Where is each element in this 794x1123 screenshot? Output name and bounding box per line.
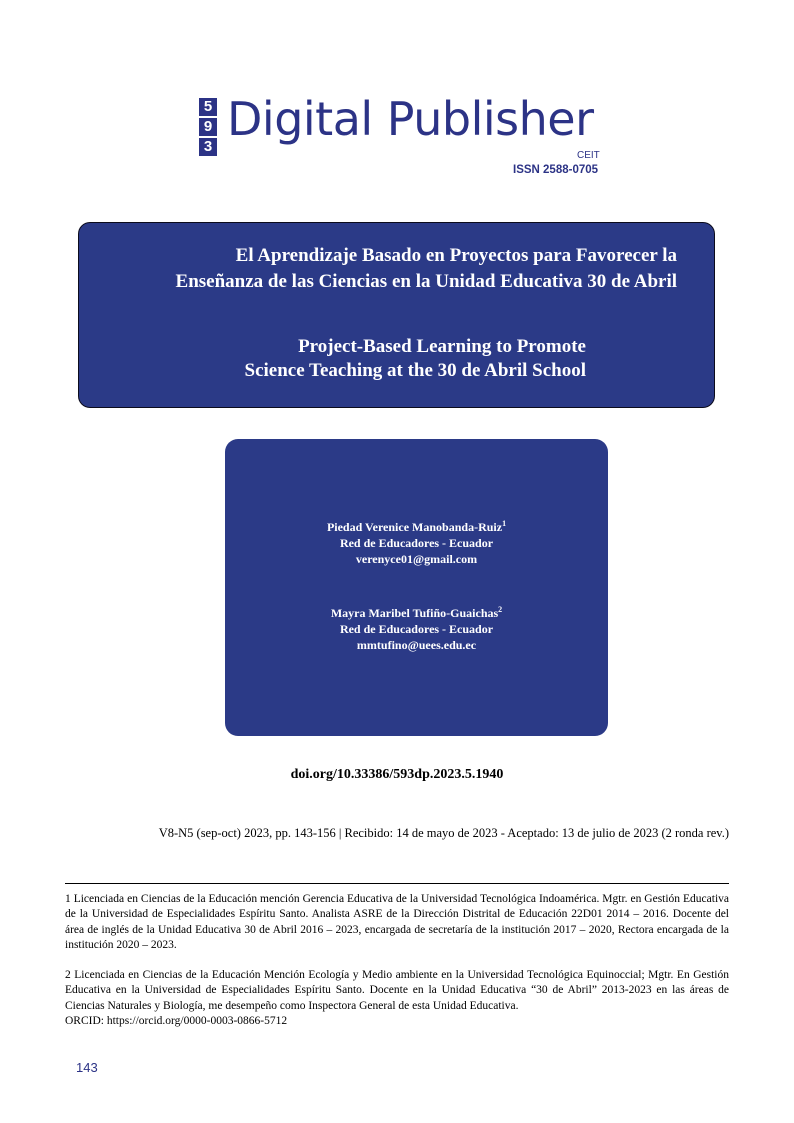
footnote-2-text: 2 Licenciada en Ciencias de la Educación Mención Ecología y Medio ambiente en la Universidad Tecnológica Equinoccial; Mgtr. En Gestión Educativa en la Universidad de Especialidades Espíritu Santo. Docente en la Unidad Educativa “30 de Abril” 2013-2023 en las áreas de Ciencias Naturales y Biología, me desempeño como Inspectora General de esta Unidad Educativa. <box>65 969 729 1012</box>
footnote-1: 1 Licenciada en Ciencias de la Educación mención Gerencia Educativa de la Universidad Tecnológica Indoamérica. Mgtr. en Gestión Educativa de la Universidad de Especialidades Espíritu Santo. Analista ASRE de la Dirección Distrital de Educación 22D01 2014 – 2016. Docente del área de inglés de la Unidad Educativa 30 de Abril 2016 – 2023, encargada de secretaría de la institución 2017 – 2020, Rectora encargada de la institución 2020 – 2023. <box>65 893 729 952</box>
title-spanish <box>176 243 677 295</box>
authors-box <box>225 439 608 736</box>
footnote-marker: 1 <box>502 519 507 528</box>
orcid-link[interactable]: ORCID: https://orcid.org/0000-0003-0866-5712 <box>65 1015 288 1028</box>
footnote-divider <box>65 883 729 884</box>
journal-logo <box>199 92 619 182</box>
logo-digit: 3 <box>199 138 217 156</box>
logo-digit: 5 <box>199 98 217 116</box>
title-english <box>245 335 587 383</box>
title-english-line: Project-Based Learning to Promote <box>298 336 586 357</box>
logo-digits <box>199 98 217 158</box>
author-affiliation: Red de Educadores - Ecuador <box>339 536 494 550</box>
logo-name: Digital Publisher <box>227 92 594 146</box>
author-name: Mayra Maribel Tufiño-Guaichas$^2$ <box>330 605 503 620</box>
author-affiliation: Red de Educadores - Ecuador <box>339 622 494 636</box>
author-email[interactable]: verenyce01@gmail.com <box>355 552 478 566</box>
author-name: Piedad Verenice Manobanda-Ruiz$^1$ <box>326 519 507 534</box>
footnote-2 <box>65 968 729 1030</box>
issn: ISSN 2588-0705 <box>513 164 599 176</box>
author-block <box>225 519 608 567</box>
doi-link[interactable]: doi.org/10.33386/593dp.2023.5.1940 <box>290 767 504 782</box>
title-spanish-line: Enseñanza de las Ciencias en la Unidad Educativa 30 de Abril <box>175 271 677 292</box>
page-number: 143 <box>76 1060 98 1075</box>
logo-subtitle: CEIT <box>577 150 600 161</box>
author-email[interactable]: mmtufino@uees.edu.ec <box>356 638 477 652</box>
footnote-marker: 2 <box>498 605 503 614</box>
author-block <box>225 605 608 653</box>
logo-digit: 9 <box>199 118 217 136</box>
title-box <box>78 222 715 408</box>
volume-info: V8-N5 (sep-oct) 2023, pp. 143-156 | Recibido: 14 de mayo de 2023 - Aceptado: 13 de julio de 2023 (2 ronda rev.) <box>158 826 729 840</box>
title-english-line: Science Teaching at the 30 de Abril School <box>244 360 586 381</box>
title-spanish-line: El Aprendizaje Basado en Proyectos para Favorecer la <box>235 245 677 266</box>
